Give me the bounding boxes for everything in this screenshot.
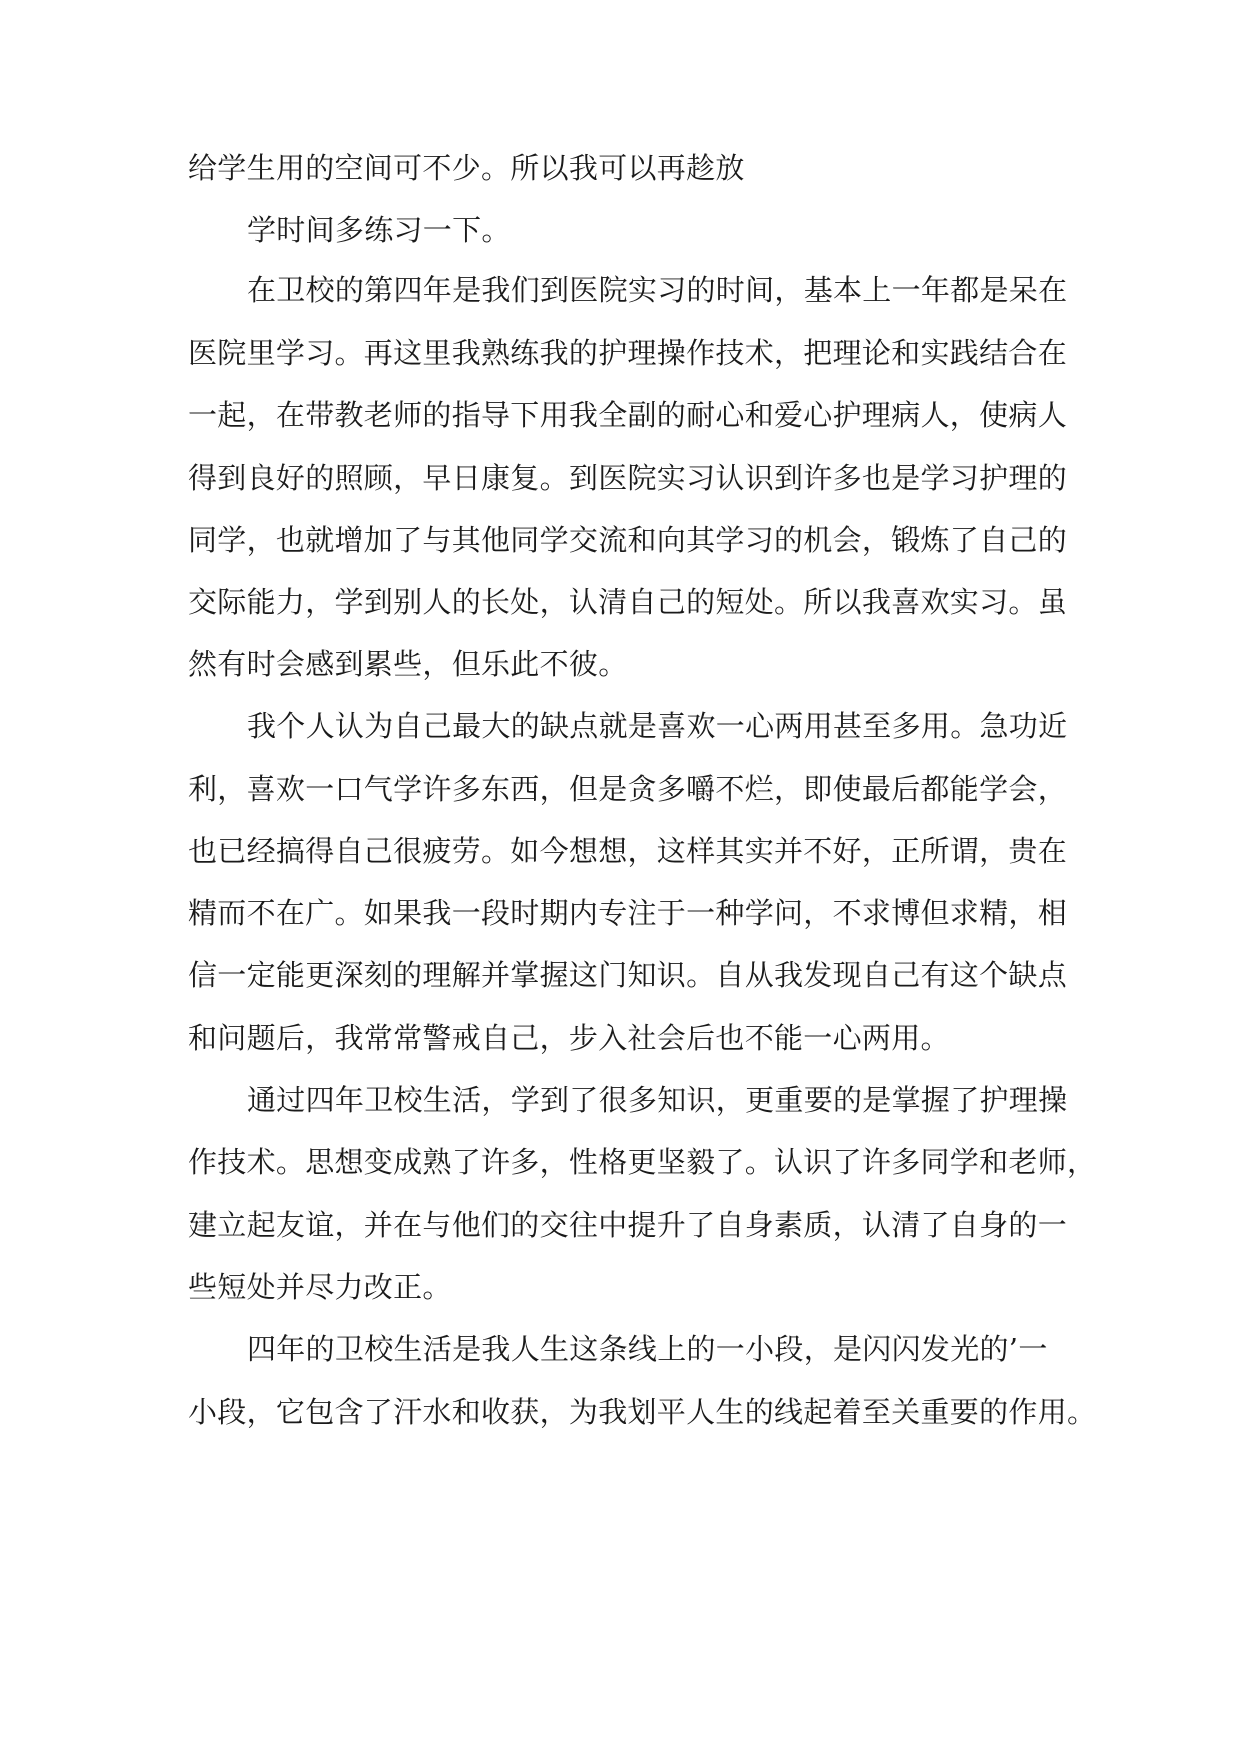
text-line: 也已经搞得自己很疲劳。如今想想，这样其实并不好，正所谓，贵在	[188, 834, 1068, 868]
text-line: 和问题后，我常常警戒自己，步入社会后也不能一心两用。	[188, 1021, 950, 1055]
text-line: 同学，也就增加了与其他同学交流和向其学习的机会，锻炼了自己的	[188, 523, 1068, 557]
text-line: 精而不在广。如果我一段时期内专注于一种学问，不求博但求精，相	[188, 896, 1068, 930]
text-line: 得到良好的照顾，早日康复。到医院实习认识到许多也是学习护理的	[188, 461, 1068, 495]
text-line: 利，喜欢一口气学许多东西，但是贪多嚼不烂，即使最后都能学会，	[188, 772, 1068, 806]
text-line: 信一定能更深刻的理解并掌握这门知识。自从我发现自己有这个缺点	[188, 958, 1068, 992]
text-line: 交际能力，学到别人的长处，认清自己的短处。所以我喜欢实习。虽	[188, 585, 1068, 619]
text-line: 然有时会感到累些，但乐此不彼。	[188, 647, 628, 681]
text-line: 在卫校的第四年是我们到医院实习的时间，基本上一年都是呆在	[247, 273, 1068, 307]
text-line: 我个人认为自己最大的缺点就是喜欢一心两用甚至多用。急功近	[247, 709, 1068, 743]
text-line: 给学生用的空间可不少。所以我可以再趁放	[188, 151, 745, 185]
text-line: 些短处并尽力改正。	[188, 1270, 452, 1304]
text-line: 通过四年卫校生活，学到了很多知识，更重要的是掌握了护理操	[247, 1083, 1068, 1117]
text-line: 一起，在带教老师的指导下用我全副的耐心和爱心护理病人，使病人	[188, 398, 1068, 432]
text-line: 四年的卫校生活是我人生这条线上的一小段，是闪闪发光的’一	[247, 1332, 1048, 1366]
text-line: 医院里学习。再这里我熟练我的护理操作技术，把理论和实践结合在	[188, 336, 1068, 370]
text-line: 学时间多练习一下。	[247, 213, 511, 247]
text-line: 小段，它包含了汗水和收获，为我划平人生的线起着至关重要的作用。	[188, 1395, 1097, 1429]
text-line: 建立起友谊，并在与他们的交往中提升了自身素质，认清了自身的一	[188, 1208, 1068, 1242]
text-line: 作技术。思想变成熟了许多，性格更坚毅了。认识了许多同学和老师，	[188, 1145, 1097, 1179]
